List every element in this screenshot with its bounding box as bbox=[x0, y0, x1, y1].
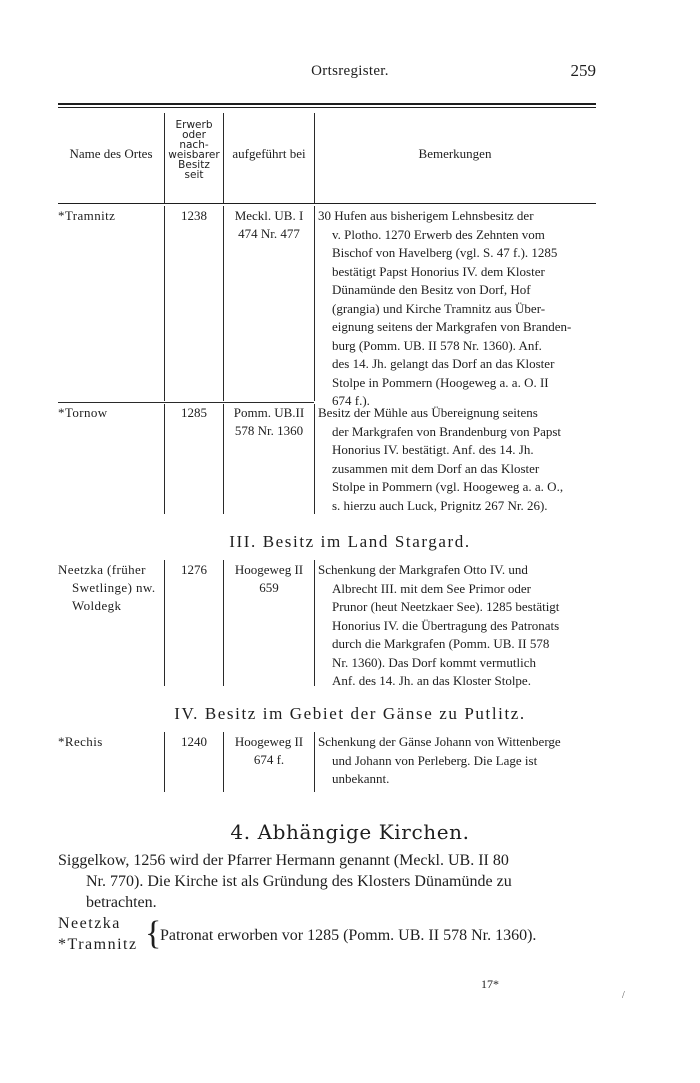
row-place: *Tramnitz bbox=[58, 208, 116, 223]
row-remarks: 30 Hufen aus bisherigem Lehnsbesitz der v. Plotho. 1270 Erwerb des Zehnten vom Bischof von Havelberg (vgl. S. 47 f.). 1285 bestätigt Papst Honorius IV. dem Kloster Dünamünde den Besitz von Dorf, Hof (grangia) und Kirche Tramnitz aus Über- eignung seitens der Markgrafen von Branden- burg (Pomm. UB. II 578 Nr. 1360). Anf. des 14. Jh. gelangt das Dorf an das Kloster Stolpe in Pommern (Hoogeweg a. a. O. II 674 f.). bbox=[318, 208, 572, 408]
header-aufgefuehrt-bei: aufgeführt bei bbox=[232, 146, 306, 161]
section-title-putlitz: IV. Besitz im Gebiet der Gänse zu Putlitz. bbox=[174, 704, 526, 723]
column-divider bbox=[314, 732, 315, 792]
row-place: Neetzka (früher Swetlinge) nw. Woldegk bbox=[58, 562, 156, 613]
section-title-stargard: III. Besitz im Land Stargard. bbox=[229, 532, 471, 551]
row-year: 1238 bbox=[181, 208, 207, 223]
row-year: 1285 bbox=[181, 405, 207, 420]
row-reference: Meckl. UB. I 474 Nr. 477 bbox=[234, 208, 304, 241]
column-divider bbox=[314, 206, 315, 401]
patronat-note: Patronat erworben vor 1285 (Pomm. UB. II 578 Nr. 1360). bbox=[160, 927, 537, 944]
header-bottom-rule bbox=[58, 203, 596, 204]
row-reference: Pomm. UB.II 578 Nr. 1360 bbox=[233, 405, 305, 438]
header-erwerb: Erwerb oder nach- weisbarer Besitz seit bbox=[168, 119, 220, 181]
table-top-rule-thin bbox=[58, 107, 596, 108]
column-divider bbox=[164, 206, 165, 401]
row-reference: Hoogeweg II 674 f. bbox=[234, 734, 304, 767]
chapter-heading: 4. Abhängige Kirchen. bbox=[230, 820, 470, 844]
column-divider bbox=[314, 404, 315, 514]
row-remarks: Besitz der Mühle aus Übereignung seitens der Markgrafen von Brandenburg von Papst Honorius IV. bestätigt. Anf. des 14. Jh. zusammen mit dem Dorf an das Kloster Stolpe in Pommern (vgl. Hoogeweg a. a. O., s. hierzu auch Luck, Prignitz 267 Nr. 26). bbox=[318, 405, 564, 513]
header-bemerkungen: Bemerkungen bbox=[418, 146, 492, 161]
row-remarks: Schenkung der Markgrafen Otto IV. und Albrecht III. mit dem See Primor oder Prunor (heut Neetzkaer See). 1285 bestätigt Honorius IV. die Übertragung des Patronats durch die Markgrafen (Pomm. UB. II 578 Nr. 1360). Das Dorf kommt vermutlich Anf. des 14. Jh. an das Kloster Stolpe. bbox=[318, 562, 560, 688]
row-remarks: Schenkung der Gänse Johann von Wittenberge und Johann von Perleberg. Die Lage ist unbekannt. bbox=[318, 734, 561, 786]
row-place: *Rechis bbox=[58, 734, 103, 749]
curly-brace: { bbox=[145, 915, 162, 952]
column-divider bbox=[314, 560, 315, 686]
running-header-title: Ortsregister. bbox=[311, 63, 389, 79]
row-year: 1276 bbox=[181, 562, 207, 577]
row-place: *Tornow bbox=[58, 405, 108, 420]
brace-place-names: Neetzka *Tramnitz bbox=[58, 915, 138, 953]
row-reference: Hoogeweg II 659 bbox=[234, 562, 304, 595]
page-number: 259 bbox=[570, 61, 596, 80]
signature-mark: 17* bbox=[481, 977, 499, 991]
table-top-rule bbox=[58, 103, 596, 105]
header-name-des-ortes: Name des Ortes bbox=[69, 146, 153, 161]
siggelkow-paragraph: Siggelkow, 1256 wird der Pfarrer Hermann genannt (Meckl. UB. II 80 Nr. 770). Die Kirche ist als Gründung des Klosters Dünamünde zu betrachten. bbox=[58, 852, 512, 911]
stray-mark: / bbox=[622, 990, 625, 1001]
row-year: 1240 bbox=[181, 734, 207, 749]
row-separator bbox=[58, 402, 314, 403]
